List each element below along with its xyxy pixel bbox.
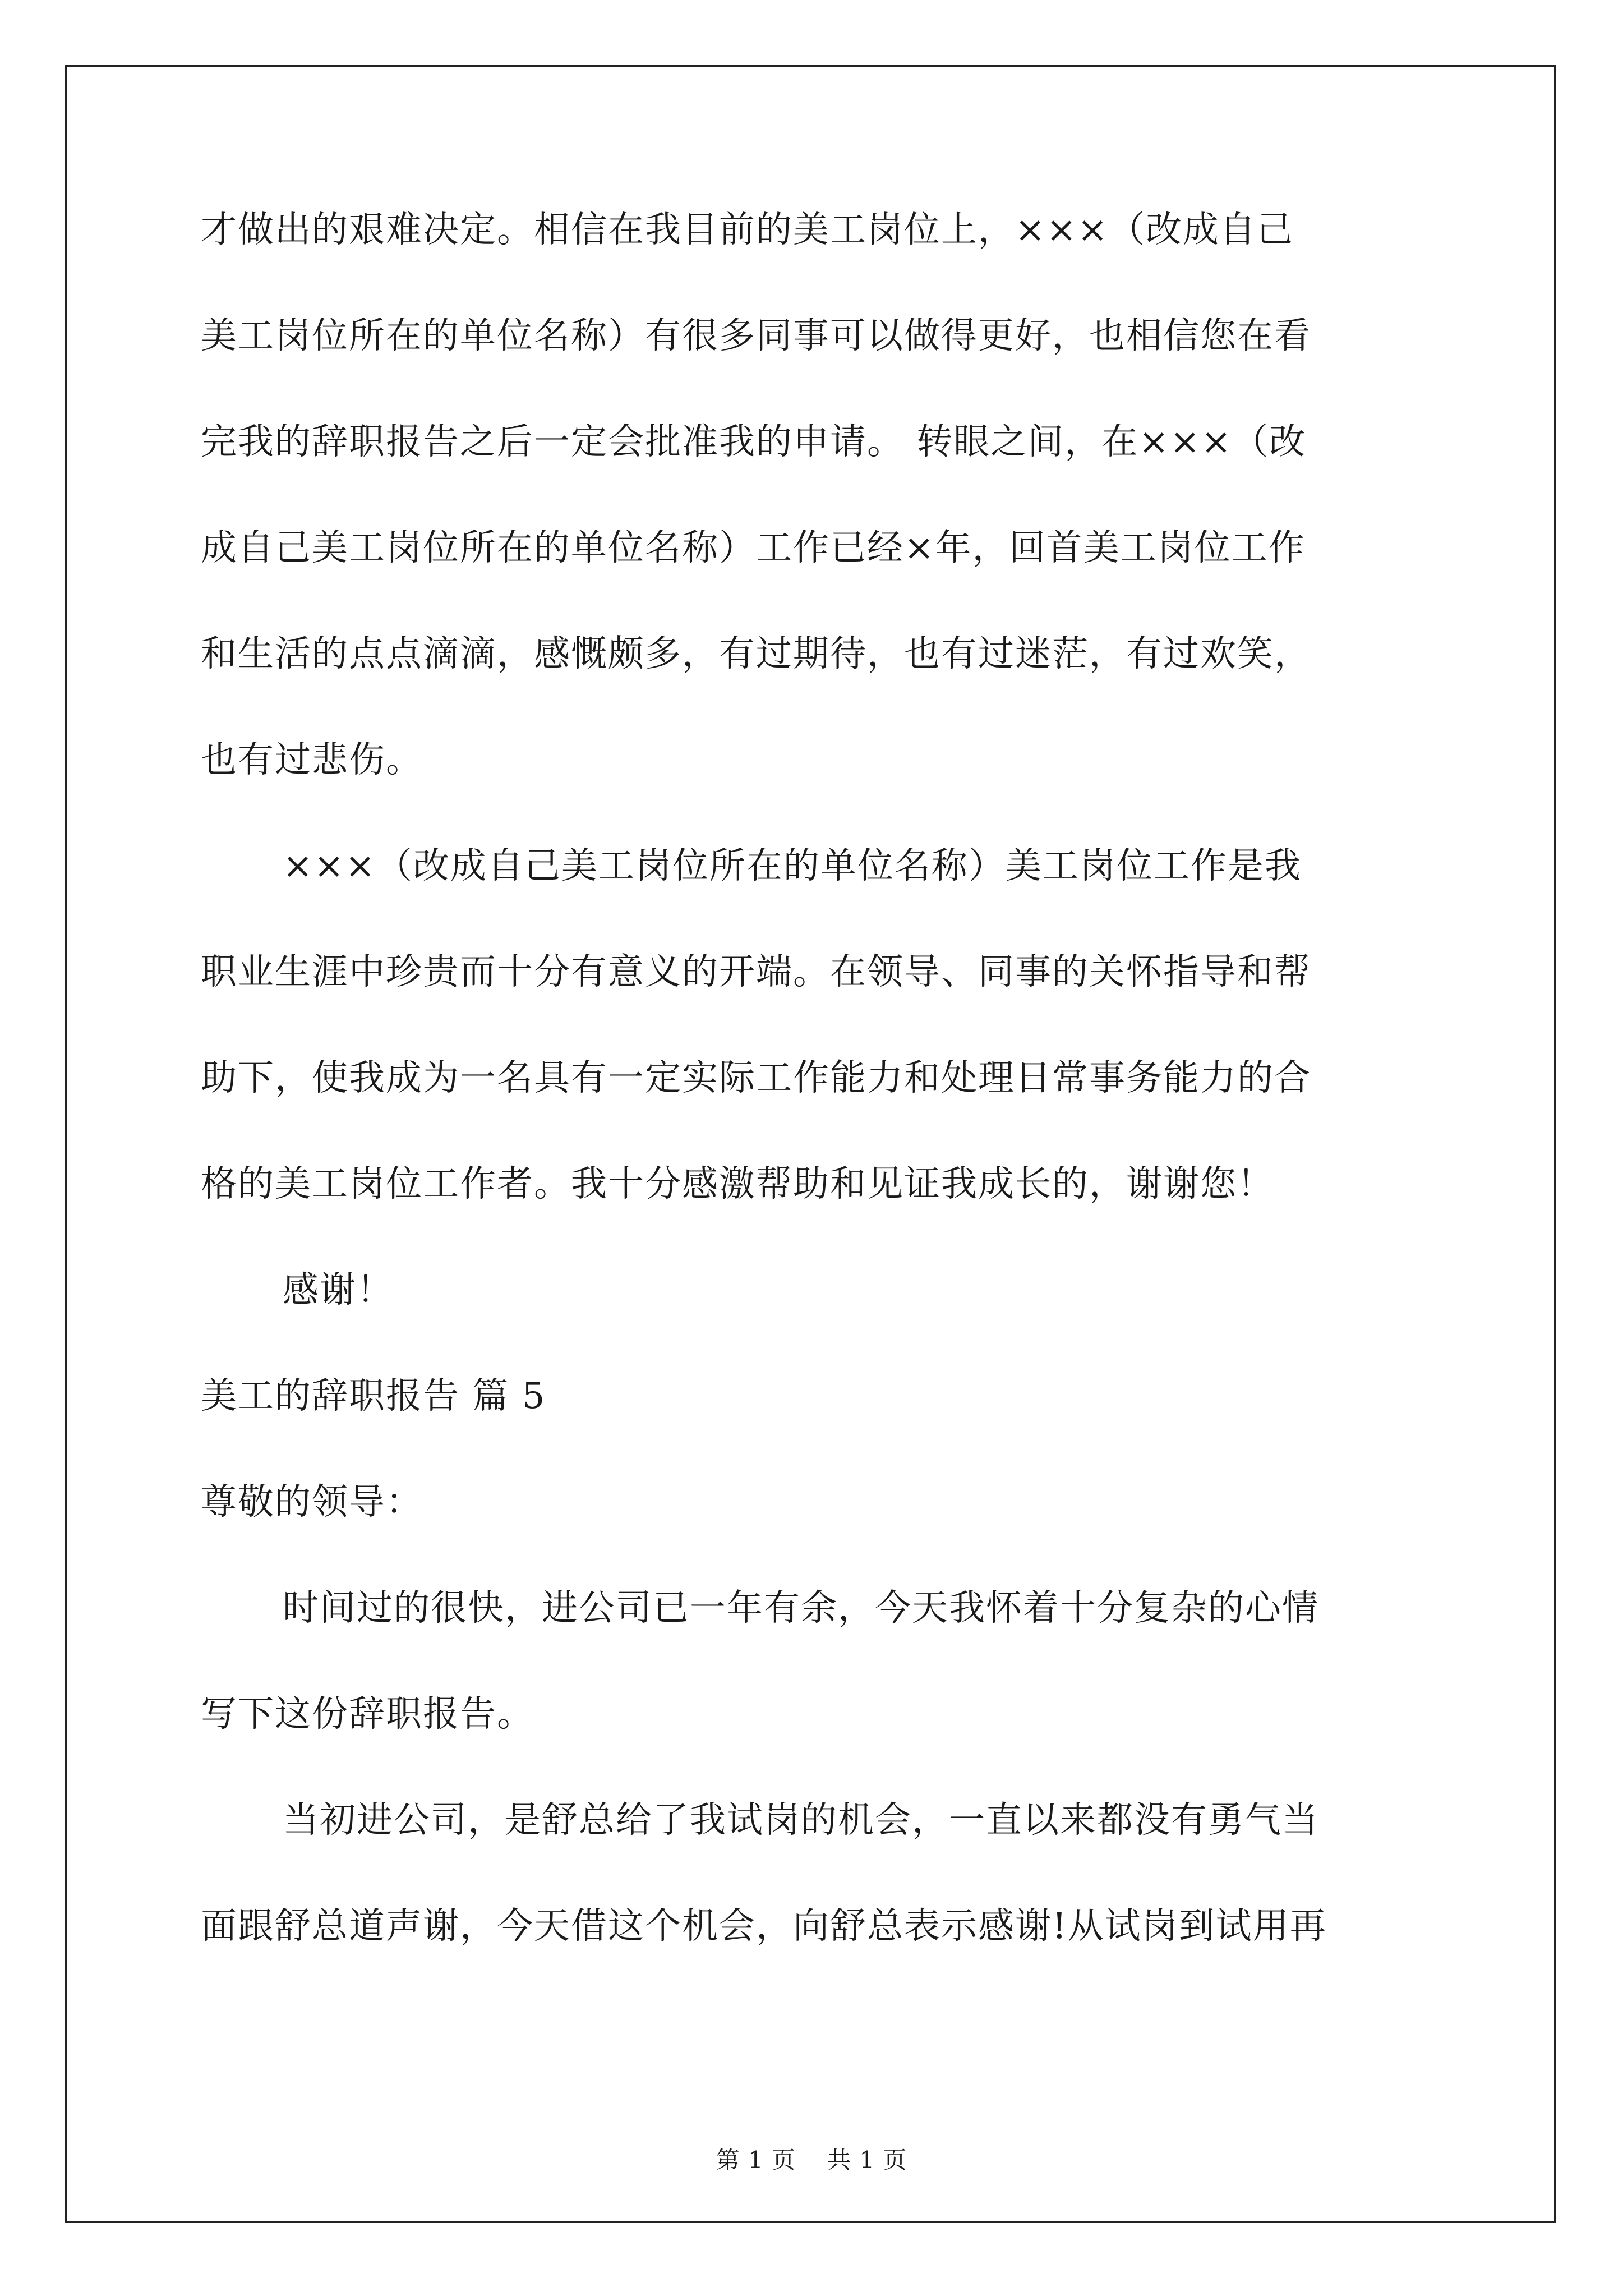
section-heading: 美工的辞职报告 篇 5 — [201, 1375, 546, 1417]
text-line: 面跟舒总道声谢，今天借这个机会，向舒总表示感谢!从试岗到试用再 — [201, 1906, 1327, 1947]
page-count: 共 1 页 — [827, 2146, 907, 2174]
salutation: 尊敬的领导： — [201, 1481, 423, 1523]
text-line: 和生活的点点滴滴，感慨颇多，有过期待，也有过迷茫，有过欢笑， — [201, 633, 1311, 675]
page-number: 第 1 页 — [716, 2146, 796, 2174]
text-line: 完我的辞职报告之后一定会批准我的申请。 转眼之间，在×××（改 — [201, 421, 1307, 463]
text-line: 时间过的很快，进公司已一年有余，今天我怀着十分复杂的心情 — [283, 1588, 1319, 1629]
text-line: 助下，使我成为一名具有一定实际工作能力和处理日常事务能力的合 — [201, 1057, 1311, 1099]
text-line: ×××（改成自己美工岗位所在的单位名称）美工岗位工作是我 — [283, 845, 1302, 887]
text-line: 才做出的艰难决定。相信在我目前的美工岗位上，×××（改成自己 — [201, 209, 1294, 251]
text-line: 美工岗位所在的单位名称）有很多同事可以做得更好，也相信您在看 — [201, 315, 1311, 357]
page-footer — [0, 2146, 1623, 2174]
page-border — [65, 65, 1556, 2223]
text-line: 成自己美工岗位所在的单位名称）工作已经×年，回首美工岗位工作 — [201, 527, 1306, 569]
text-line: 格的美工岗位工作者。我十分感激帮助和见证我成长的，谢谢您！ — [201, 1163, 1274, 1205]
text-line: 职业生涯中珍贵而十分有意义的开端。在领导、同事的关怀指导和帮 — [201, 951, 1311, 993]
closing-thanks: 感谢！ — [283, 1269, 394, 1311]
text-line: 也有过悲伤。 — [201, 739, 423, 781]
text-line: 写下这份辞职报告。 — [201, 1694, 534, 1735]
text-line: 当初进公司，是舒总给了我试岗的机会，一直以来都没有勇气当 — [283, 1800, 1319, 1841]
